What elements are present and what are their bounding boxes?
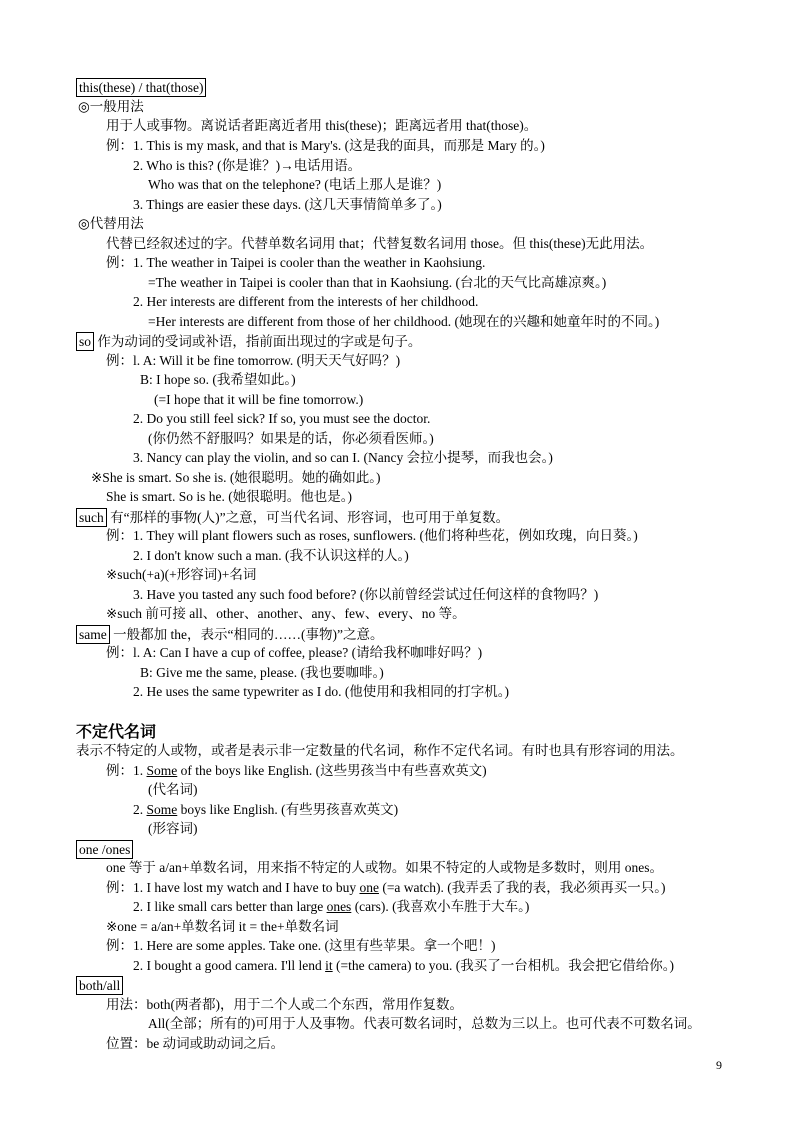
example-line: 2. I bought a good camera. I'll lend it (=the camera) to you. (我买了一台相机。我会把它借给你。) <box>133 958 674 973</box>
example-line: 2. I don't know such a man. (我不认识这样的人。) <box>133 548 409 563</box>
example-line: 2. Who is this? (你是谁？)→电话用语。 <box>133 158 362 173</box>
subheading-substitute-usage: ◎代替用法 <box>78 216 144 231</box>
section-so: so 作为动词的受词或补语，指前面出现过的字或是句子。 <box>76 332 421 351</box>
example-line: 例：1. Some of the boys like English. (这些男孩当中有些喜欢英文) <box>106 763 487 778</box>
example-line: 例：1. This is my mask, and that is Mary's. (这是我的面具，而那是 Mary 的。) <box>106 138 545 153</box>
section-same: same 一般都加 the，表示“相同的……(事物)”之意。 <box>76 625 383 644</box>
note-line: ※such(+a)(+形容词)+名词 <box>106 567 257 582</box>
example-line: 例：1. They will plant flowers such as roses, sunflowers. (他们将种些花，例如玫瑰，向日葵。) <box>106 528 638 543</box>
example-line: 2. I like small cars better than large ones (cars). (我喜欢小车胜于大车。) <box>133 899 530 914</box>
example-line: 3. Have you tasted any such food before? (你以前曾经尝试过任何这样的食物吗？) <box>133 587 599 602</box>
example-note: (代名词) <box>148 782 198 797</box>
heading-both-all: both/all <box>76 976 123 995</box>
heading-one-ones: one /ones <box>76 840 133 859</box>
heading-so: so <box>76 332 94 351</box>
text-line: 表示不特定的人或物，或者是表示非一定数量的代名词，称作不定代名词。有时也具有形容词的用法。 <box>76 743 684 758</box>
example-line: B: I hope so. (我希望如此。) <box>140 372 296 387</box>
example-line: 例：l. A: Can I have a cup of coffee, please? (请给我杯咖啡好吗？) <box>106 645 483 660</box>
page-number: 9 <box>716 1058 722 1072</box>
example-line: 2. Do you still feel sick? If so, you must see the doctor. <box>133 411 431 426</box>
note-line: ※one = a/an+单数名词 it = the+单数名词 <box>106 919 339 934</box>
subheading-general-usage: ◎一般用法 <box>78 99 144 114</box>
example-line: (你仍然不舒服吗？如果是的话，你必须看医师。) <box>148 431 434 446</box>
example-line: 3. Nancy can play the violin, and so can I. (Nancy 会拉小提琴，而我也会。) <box>133 450 553 465</box>
example-line: 2. Her interests are different from the interests of her childhood. <box>133 294 479 309</box>
heading-such: such <box>76 508 107 527</box>
note-line: ※such 前可接 all、other、another、any、few、every、no 等。 <box>106 606 466 621</box>
text-line: All(全部；所有的)可用于人及事物。代表可数名词时，总数为三以上。也可代表不可数名词。 <box>148 1016 701 1031</box>
heading-this-that: this(these) / that(those) <box>76 78 206 97</box>
example-line: 例：l. A: Will it be fine tomorrow. (明天天气好吗？) <box>106 353 401 368</box>
example-line: B: Give me the same, please. (我也要咖啡。) <box>140 665 384 680</box>
example-line: =The weather in Taipei is cooler than that in Kaohsiung. (台北的天气比高雄凉爽。) <box>148 275 607 290</box>
example-line: 3. Things are easier these days. (这几天事情简单多了。) <box>133 197 442 212</box>
section-title-indefinite-pronouns: 不定代名词 <box>76 722 157 741</box>
example-line: 2. Some boys like English. (有些男孩喜欢英文) <box>133 802 399 817</box>
text-line: 位置：be 动词或助动词之后。 <box>106 1036 285 1051</box>
example-line: =Her interests are different from those of her childhood. (她现在的兴趣和她童年时的不同。) <box>148 314 660 329</box>
example-line: (=I hope that it will be fine tomorrow.) <box>154 392 364 407</box>
section-such: such 有“那样的事物(人)”之意，可当代名词、形容词，也可用于单复数。 <box>76 508 509 527</box>
note-line: ※She is smart. So she is. (她很聪明。她的确如此。) <box>91 470 381 485</box>
heading-same: same <box>76 625 110 644</box>
note-line: She is smart. So is he. (她很聪明。他也是。) <box>106 489 352 504</box>
example-line: Who was that on the telephone? (电话上那人是谁？) <box>148 177 442 192</box>
text-line: 代替已经叙述过的字。代替单数名词用 that；代替复数名词用 those。但 this(these)无此用法。 <box>106 236 654 251</box>
text-line: 用法：both(两者都)，用于二个人或二个东西，常用作复数。 <box>106 997 463 1012</box>
example-line: 例：1. The weather in Taipei is cooler than the weather in Kaohsiung. <box>106 255 486 270</box>
example-note: (形容词) <box>148 821 198 836</box>
example-line: 例：1. Here are some apples. Take one. (这里有些苹果。拿一个吧！) <box>106 938 496 953</box>
text-line: one 等于 a/an+单数名词，用来指不特定的人或物。如果不特定的人或物是多数时，则用 ones。 <box>106 860 663 875</box>
text-line: 用于人或事物。离说话者距离近者用 this(these)；距离远者用 that(those)。 <box>106 118 538 133</box>
example-line: 2. He uses the same typewriter as I do. (他使用和我相同的打字机。) <box>133 684 510 699</box>
example-line: 例：1. I have lost my watch and I have to buy one (=a watch). (我弄丢了我的表，我必须再买一只。) <box>106 880 666 895</box>
